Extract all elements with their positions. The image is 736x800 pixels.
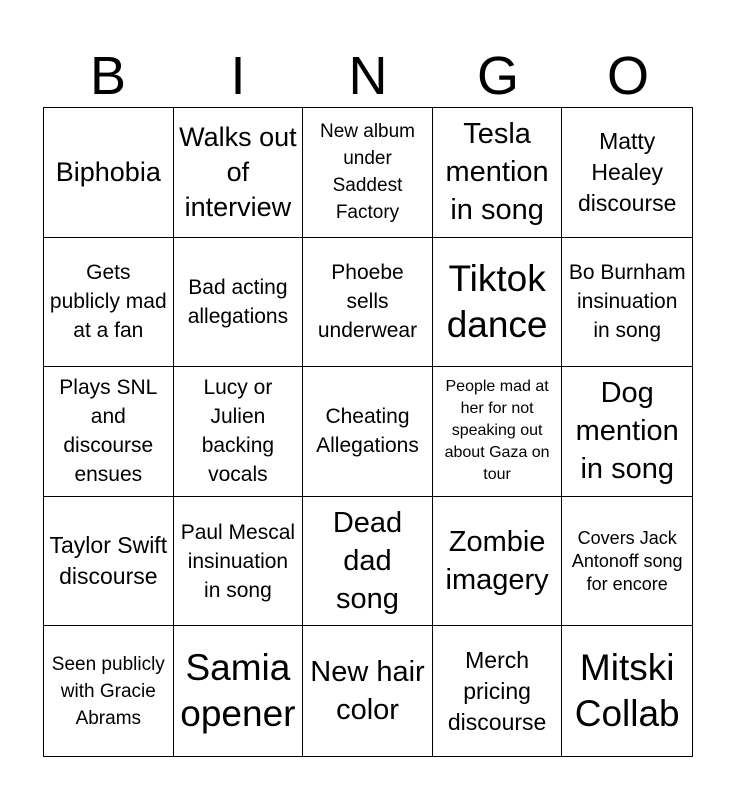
bingo-cell[interactable] bbox=[303, 367, 433, 497]
bingo-cell[interactable] bbox=[44, 108, 174, 238]
bingo-cell[interactable] bbox=[433, 108, 563, 238]
bingo-cell[interactable] bbox=[433, 367, 563, 497]
header-letter-i: I bbox=[230, 46, 246, 106]
bingo-cell[interactable] bbox=[303, 626, 433, 756]
cell-text: Paul Mescal insinuation in song bbox=[180, 520, 296, 602]
cell-text: Seen publicly with Gracie Abrams bbox=[51, 653, 165, 729]
cell-text: Walks out of interview bbox=[179, 121, 297, 222]
cell-text: Bad acting allegations bbox=[187, 275, 289, 328]
cell-text: Dead dad song bbox=[332, 507, 403, 616]
cell-text: Phoebe sells underwear bbox=[317, 261, 418, 343]
cell-text: People mad at her for not speaking out about Gaza on tour bbox=[444, 378, 550, 484]
bingo-cell[interactable] bbox=[562, 238, 692, 368]
cell-text: Biphobia bbox=[55, 156, 161, 187]
cell-text: Covers Jack Antonoff song for encore bbox=[571, 527, 683, 594]
bingo-cell[interactable] bbox=[303, 497, 433, 627]
bingo-cell[interactable] bbox=[44, 626, 174, 756]
cell-text: Bo Burnham insinuation in song bbox=[568, 261, 686, 343]
cell-text: New hair color bbox=[310, 656, 425, 727]
cell-text: Lucy or Julien backing vocals bbox=[201, 376, 275, 487]
bingo-cell[interactable] bbox=[303, 108, 433, 238]
bingo-cell[interactable] bbox=[44, 497, 174, 627]
cell-text: Cheating Allegations bbox=[316, 405, 419, 458]
bingo-cell[interactable] bbox=[433, 497, 563, 627]
header-letter-g: G bbox=[476, 46, 519, 106]
bingo-cell[interactable] bbox=[562, 497, 692, 627]
header-letter-b: B bbox=[89, 46, 127, 106]
bingo-cell[interactable] bbox=[303, 238, 433, 368]
bingo-cell[interactable] bbox=[174, 367, 304, 497]
cell-text: Zombie imagery bbox=[445, 526, 549, 597]
cell-text: Taylor Swift discourse bbox=[49, 532, 168, 590]
cell-text: Merch pricing discourse bbox=[447, 646, 547, 735]
cell-text: Gets publicly mad at a fan bbox=[49, 261, 167, 343]
bingo-cell[interactable] bbox=[44, 238, 174, 368]
cell-text: Dog mention in song bbox=[575, 377, 679, 486]
cell-text: Tesla mention in song bbox=[445, 118, 549, 227]
bingo-board bbox=[43, 107, 693, 757]
cell-text: Mitski Collab bbox=[574, 647, 680, 735]
bingo-cell[interactable] bbox=[562, 367, 692, 497]
cell-text: Matty Healey discourse bbox=[577, 127, 677, 216]
bingo-cell[interactable] bbox=[433, 238, 563, 368]
bingo-cell[interactable] bbox=[433, 626, 563, 756]
header-letter-n: N bbox=[348, 46, 388, 106]
bingo-cell[interactable] bbox=[562, 108, 692, 238]
bingo-cell[interactable] bbox=[174, 497, 304, 627]
bingo-cell[interactable] bbox=[44, 367, 174, 497]
bingo-cell[interactable] bbox=[562, 626, 692, 756]
cell-text: Samia opener bbox=[180, 647, 296, 735]
cell-text: Tiktok dance bbox=[446, 257, 548, 345]
bingo-header bbox=[43, 44, 693, 108]
header-letter-o: O bbox=[606, 46, 649, 106]
bingo-cell[interactable] bbox=[174, 238, 304, 368]
bingo-cell[interactable] bbox=[174, 108, 304, 238]
bingo-cell[interactable] bbox=[174, 626, 304, 756]
cell-text: New album under Saddest Factory bbox=[319, 121, 416, 224]
cell-text: Plays SNL and discourse ensues bbox=[59, 376, 158, 487]
